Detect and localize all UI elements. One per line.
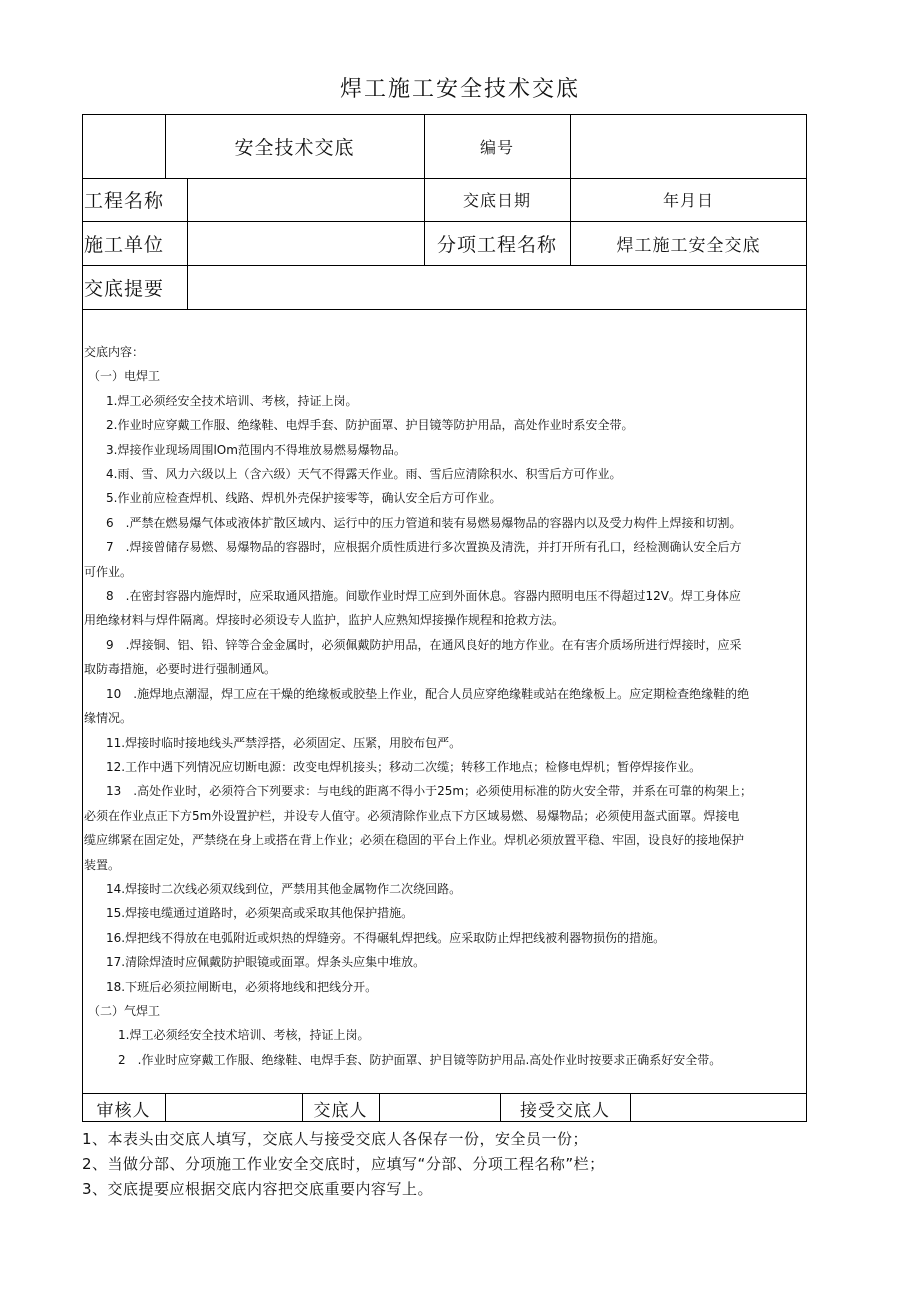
summary-field[interactable] [187, 265, 807, 309]
content-line: 6 .严禁在燃易爆气体或液体扩散区域内、运行中的压力管道和装有易燃易爆物品的容器内以及受力构件上焊接和切割。 [106, 515, 742, 530]
content-line: 缆应绑紧在固定处，严禁绕在身上或搭在背上作业；必须在稳固的平台上作业。焊机必须放置平稳、牢固，设良好的接地保护 [84, 833, 745, 848]
number-label: 编号 [479, 137, 514, 157]
project-name-label: 工程名称 [84, 190, 165, 212]
receiver-field[interactable] [630, 1093, 807, 1123]
section-heading: （二）气焊工 [88, 1003, 161, 1018]
content-line: 7 .焊接曾储存易燃、易爆物品的容器时，应根据介质性质进行多次置换及清洗，并打开所有孔口，经检测确认安全后方 [106, 540, 742, 555]
content-line: 1.焊工必须经安全技术培训、考核，持证上岗。 [106, 393, 358, 408]
content-line: 15.焊接电缆通过道路时，必须架高或采取其他保护措施。 [106, 906, 414, 921]
discloser-label: 交底人 [313, 1100, 368, 1121]
doc-type-label: 安全技术交底 [234, 136, 355, 159]
construction-unit-field[interactable] [187, 221, 424, 265]
content-line: 11.焊接时临时接地线头严禁浮搭，必须固定、压紧，用胶布包严。 [106, 735, 462, 750]
content-line: 装置。 [84, 857, 121, 872]
content-line: 10 .施焊地点潮湿，焊工应在干燥的绝缘板或胶垫上作业，配合人员应穿绝缘鞋或站在绝缘板上。应定期检查绝缘鞋的绝 [106, 686, 750, 701]
content-line: 4.雨、雪、风力六级以上（含六级）天气不得露天作业。雨、雪后应清除积水、积雪后方可作业。 [106, 467, 622, 482]
receiver-label: 接受交底人 [520, 1100, 610, 1121]
footnotes [82, 1127, 605, 1202]
row-divider [82, 309, 807, 310]
discloser-field[interactable] [379, 1093, 500, 1123]
number-field[interactable] [570, 114, 807, 178]
footnote: 2、当做分部、分项施工作业安全交底时，应填写“分部、分项工程名称”栏； [82, 1155, 605, 1173]
project-name-field[interactable] [187, 178, 424, 221]
content-line: 5.作业前应检查焊机、线路、焊机外壳保护接零等，确认安全后方可作业。 [106, 491, 502, 506]
footnote: 3、交底提要应根据交底内容把交底重要内容写上。 [82, 1180, 434, 1198]
construction-unit-label: 施工单位 [84, 233, 165, 256]
content-line: 16.焊把线不得放在电弧附近或炽热的焊缝旁。不得碾轧焊把线。应采取防止焊把线被利器物损伤的措施。 [106, 930, 666, 945]
section-heading: （一）电焊工 [88, 369, 161, 384]
sub-project-label: 分项工程名称 [436, 233, 557, 256]
content-line: 2.作业时应穿戴工作服、绝缘鞋、电焊手套、防护面罩、护目镜等防护用品，高处作业时系安全带。 [106, 418, 634, 433]
content-line: 1.焊工必须经安全技术培训、考核，持证上岗。 [118, 1028, 370, 1043]
content-line: 18.下班后必须拉闸断电，必须将地线和把线分开。 [106, 979, 378, 994]
content-line: 9 .焊接铜、铝、铅、锌等合金金属时，必须佩戴防护用品，在通风良好的地方作业。在有害介质场所进行焊接时，应采 [106, 637, 742, 652]
content-line: 取防毒措施，必要时进行强制通风。 [84, 662, 277, 677]
content-line: 缘情况。 [84, 711, 133, 726]
content-line: 可作业。 [84, 564, 133, 579]
content-line: 13 .高处作业时，必须符合下列要求：与电线的距离不得小于25m；必须使用标准的防火安全带，并系在可靠的构架上； [106, 784, 753, 799]
content-line: 12.工作中遇下列情况应切断电源：改变电焊机接头；移动二次缆；转移工作地点；检修电焊机；暂停焊接作业。 [106, 759, 702, 774]
content-line: 14.焊接时二次线必须双线到位，严禁用其他金属物作二次绕回路。 [106, 881, 462, 896]
content-line: 用绝缘材料与焊件隔离。焊接时必须设专人监护，监护人应熟知焊接操作规程和抢救方法。 [84, 613, 565, 628]
footnote: 1、本表头由交底人填写，交底人与接受交底人各保存一份，安全员一份； [82, 1130, 589, 1148]
content-line: 3.焊接作业现场周围lOm范围内不得堆放易燃易爆物品。 [106, 442, 406, 457]
content-line: 8 .在密封容器内施焊时，应采取通风措施。间歇作业时焊工应到外面休息。容器内照明电压不得超过12V。焊工身体应 [106, 589, 741, 604]
content-line: 2 .作业时应穿戴工作服、绝缘鞋、电焊手套、防护面罩、护目镜等防护用品.高处作业时按要求正确系好安全带。 [118, 1052, 722, 1067]
disclosure-content [84, 340, 806, 1072]
content-line: 17.清除焊渣时应佩戴防护眼镜或面罩。焊条头应集中堆放。 [106, 955, 426, 970]
content-line: 必须在作业点正下方5m外设置护栏，并设专人值守。必须清除作业点下方区域易燃、易爆物品；必须使用盔式面罩。焊接电 [84, 808, 740, 823]
content-heading: 交底内容： [84, 345, 145, 359]
date-label: 交底日期 [462, 191, 531, 210]
sub-project-field[interactable]: 焊工施工安全交底 [616, 235, 761, 256]
date-field[interactable]: 年月日 [662, 191, 714, 210]
reviewer-field[interactable] [165, 1093, 302, 1123]
document-title: 焊工施工安全技术交底 [339, 77, 580, 102]
reviewer-label: 审核人 [96, 1100, 151, 1121]
summary-label: 交底提要 [84, 277, 165, 300]
